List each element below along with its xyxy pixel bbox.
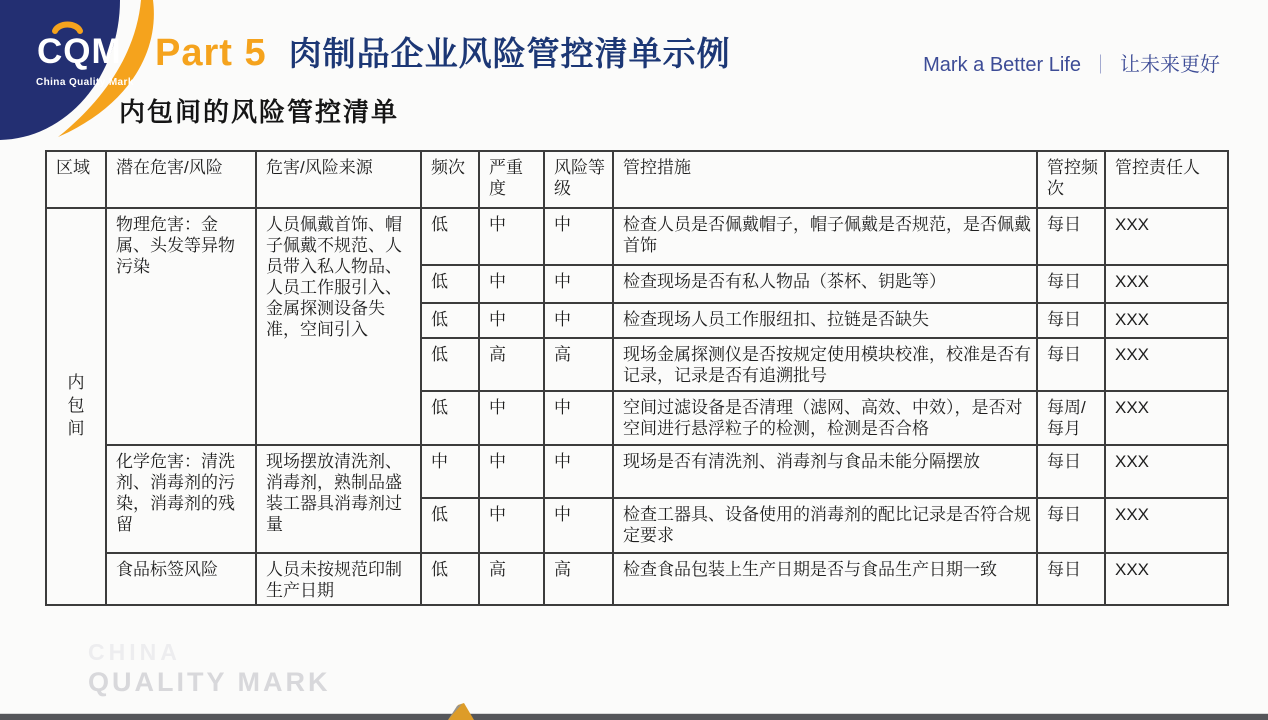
- ctrl-freq-cell: 每日: [1037, 208, 1105, 265]
- risk-control-table: [45, 150, 1229, 606]
- ctrl-freq-cell: 每日: [1037, 498, 1105, 553]
- risk-level-cell: 高: [544, 338, 613, 391]
- hazard-cell: 物理危害：金属、头发等异物污染: [106, 208, 256, 445]
- hazard-cell: 食品标签风险: [106, 553, 256, 605]
- col-header: 潜在危害/风险: [106, 151, 256, 208]
- section-subtitle: 内包间的风险管控清单: [119, 97, 400, 127]
- tagline-en: Mark a Better Life: [923, 54, 1081, 76]
- col-header: 风险等级: [544, 151, 613, 208]
- owner-cell: XXX: [1105, 208, 1228, 265]
- risk-level-cell: 中: [544, 303, 613, 338]
- page-title: 肉制品企业风险管控清单示例: [288, 35, 731, 72]
- ctrl-freq-cell: 每日: [1037, 553, 1105, 605]
- severity-cell: 中: [479, 391, 544, 445]
- risk-level-cell: 高: [544, 553, 613, 605]
- ctrl-freq-cell: 每日: [1037, 445, 1105, 498]
- ctrl-freq-cell: 每日: [1037, 265, 1105, 303]
- severity-cell: 中: [479, 445, 544, 498]
- bottom-logo-tip: [440, 698, 484, 720]
- measure-cell: 检查现场是否有私人物品（茶杯、钥匙等）: [613, 265, 1037, 303]
- ctrl-freq-cell: 每日: [1037, 303, 1105, 338]
- col-header: 管控频次: [1037, 151, 1105, 208]
- tagline-separator: ｜: [1090, 55, 1110, 76]
- owner-cell: XXX: [1105, 391, 1228, 445]
- frequency-cell: 低: [421, 303, 479, 338]
- ctrl-freq-cell: 每周/每月: [1037, 391, 1105, 445]
- area-cell: 内包间: [46, 208, 106, 605]
- source-cell: 人员未按规范印制生产日期: [256, 553, 421, 605]
- table-row: [46, 208, 1228, 265]
- risk-level-cell: 中: [544, 391, 613, 445]
- owner-cell: XXX: [1105, 265, 1228, 303]
- severity-cell: 高: [479, 338, 544, 391]
- measure-cell: 现场金属探测仪是否按规定使用模块校准，校准是否有记录，记录是否有追溯批号: [613, 338, 1037, 391]
- watermark-line2: QUALITY MARK: [88, 667, 331, 698]
- col-header: 频次: [421, 151, 479, 208]
- ctrl-freq-cell: 每日: [1037, 338, 1105, 391]
- severity-cell: 中: [479, 208, 544, 265]
- logo-text: CQM: [37, 32, 122, 71]
- logo-subtext: China Quality Mark: [36, 77, 134, 88]
- watermark-line1: CHINA: [88, 639, 181, 665]
- brand-tagline: [923, 48, 1220, 77]
- risk-level-cell: 中: [544, 265, 613, 303]
- frequency-cell: 低: [421, 391, 479, 445]
- frequency-cell: 低: [421, 338, 479, 391]
- frequency-cell: 低: [421, 208, 479, 265]
- col-header: 管控责任人: [1105, 151, 1228, 208]
- risk-level-cell: 中: [544, 208, 613, 265]
- severity-cell: 中: [479, 498, 544, 553]
- col-header: 严重度: [479, 151, 544, 208]
- frequency-cell: 中: [421, 445, 479, 498]
- tagline-zh: 让未来更好: [1120, 54, 1220, 76]
- table-row: [46, 445, 1228, 498]
- slide-header: [155, 28, 731, 75]
- col-header: 区域: [46, 151, 106, 208]
- col-header: 危害/风险来源: [256, 151, 421, 208]
- source-cell: 人员佩戴首饰、帽子佩戴不规范、人员带入私人物品、人员工作服引入、金属探测设备失准，空间引入: [256, 208, 421, 445]
- severity-cell: 高: [479, 553, 544, 605]
- table-row: [46, 553, 1228, 605]
- severity-cell: 中: [479, 265, 544, 303]
- measure-cell: 检查工器具、设备使用的消毒剂的配比记录是否符合规定要求: [613, 498, 1037, 553]
- measure-cell: 现场是否有清洗剂、消毒剂与食品未能分隔摆放: [613, 445, 1037, 498]
- measure-cell: 空间过滤设备是否清理（滤网、高效、中效），是否对空间进行悬浮粒子的检测，检测是否合格: [613, 391, 1037, 445]
- frequency-cell: 低: [421, 265, 479, 303]
- risk-level-cell: 中: [544, 445, 613, 498]
- source-cell: 现场摆放清洗剂、消毒剂，熟制品盛装工器具消毒剂过量: [256, 445, 421, 553]
- frequency-cell: 低: [421, 553, 479, 605]
- measure-cell: 检查现场人员工作服纽扣、拉链是否缺失: [613, 303, 1037, 338]
- background-watermark: [88, 640, 331, 698]
- owner-cell: XXX: [1105, 303, 1228, 338]
- hazard-cell: 化学危害：清洗剂、消毒剂的污染，消毒剂的残留: [106, 445, 256, 553]
- frequency-cell: 低: [421, 498, 479, 553]
- owner-cell: XXX: [1105, 445, 1228, 498]
- part-label: Part 5: [155, 32, 267, 74]
- severity-cell: 中: [479, 303, 544, 338]
- measure-cell: 检查人员是否佩戴帽子，帽子佩戴是否规范，是否佩戴首饰: [613, 208, 1037, 265]
- owner-cell: XXX: [1105, 553, 1228, 605]
- risk-level-cell: 中: [544, 498, 613, 553]
- cqm-logo: [0, 0, 460, 152]
- owner-cell: XXX: [1105, 498, 1228, 553]
- bottom-edge-bar: [0, 714, 1268, 720]
- owner-cell: XXX: [1105, 338, 1228, 391]
- col-header: 管控措施: [613, 151, 1037, 208]
- table-header-row: [46, 151, 1228, 208]
- measure-cell: 检查食品包装上生产日期是否与食品生产日期一致: [613, 553, 1037, 605]
